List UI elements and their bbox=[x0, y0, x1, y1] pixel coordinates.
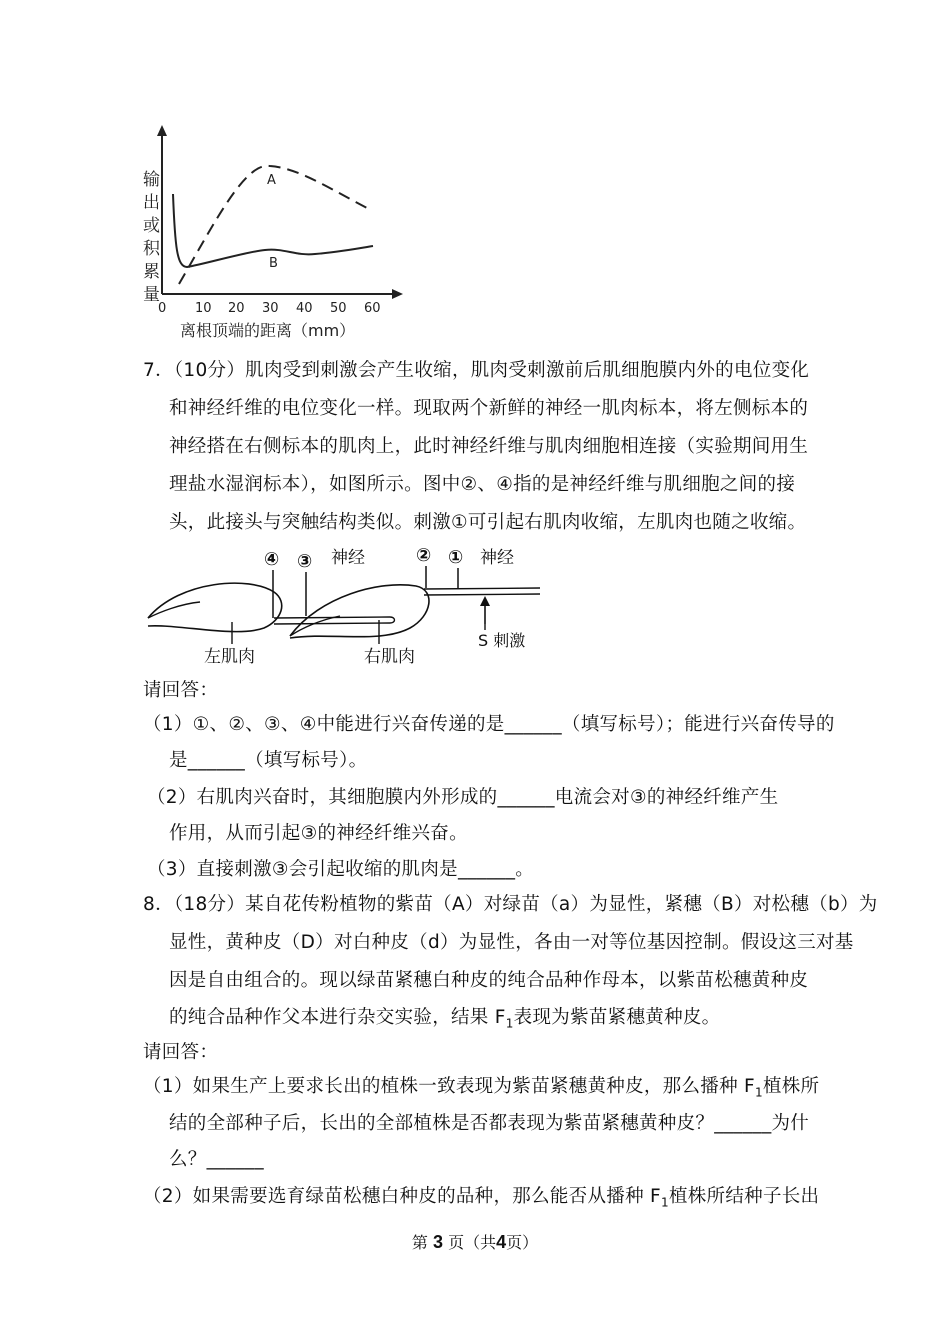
label-3: ③ bbox=[297, 551, 313, 572]
x-tick-10: 10 bbox=[195, 301, 212, 316]
q7-part2-line2: 作用，从而引起③的神经纤维兴奋。 bbox=[169, 823, 468, 844]
q8-part2-line1-text-a: （2）如果需要选育绿苗松穗白种皮的品种，那么能否从播种 F bbox=[143, 1186, 661, 1207]
q8-part2-subscript: 1 bbox=[661, 1195, 669, 1210]
right-muscle-shape bbox=[290, 585, 429, 638]
q8-part1-line1-text-b: 植株所 bbox=[762, 1076, 820, 1097]
q7-line-1: 7．（10分）肌肉受到刺激会产生收缩，肌肉受刺激前后肌细胞膜内外的电位变化 bbox=[143, 360, 810, 381]
q7-part1-line1: （1）①、②、③、④中能进行兴奋传递的是______（填写标号）；能进行兴奋传导的 bbox=[143, 714, 835, 735]
q8-line-4 bbox=[169, 1001, 720, 1041]
x-tick-50: 50 bbox=[330, 301, 347, 316]
q8-line-4-text-b: 表现为紫苗紧穗黄种皮。 bbox=[513, 1007, 721, 1028]
q8-prompt: 请回答： bbox=[143, 1042, 219, 1063]
curve-a-label: A bbox=[267, 173, 276, 188]
growth-curve-figure bbox=[135, 122, 415, 344]
y-axis-label: 输出或积累量 bbox=[139, 170, 159, 308]
q7-line-3: 神经搭在右侧标本的肌肉上，此时神经纤维与肌肉细胞相连接（实验期间用生 bbox=[169, 436, 809, 457]
q7-line-2: 和神经纤维的电位变化一样。现取两个新鲜的神经一肌肉标本，将左侧标本的 bbox=[169, 398, 809, 419]
left-muscle-shape bbox=[148, 583, 282, 631]
label-2: ② bbox=[416, 545, 432, 566]
q8-part1-line3: 么？______ bbox=[169, 1149, 264, 1170]
q8-line-4-text-a: 的纯合品种作父本进行杂交实验，结果 F bbox=[169, 1007, 506, 1028]
nerve-label-right: 神经 bbox=[480, 548, 514, 568]
left-muscle-label: 左肌肉 bbox=[204, 647, 255, 667]
x-tick-30: 30 bbox=[262, 301, 279, 316]
q7-part3: （3）直接刺激③会引起收缩的肌肉是______。 bbox=[147, 859, 535, 880]
footer-mid: 页（共 bbox=[448, 1233, 497, 1252]
q8-part1-line1-text-a: （1）如果生产上要求长出的植株一致表现为紫苗紧穗黄种皮，那么播种 F bbox=[143, 1076, 755, 1097]
q8-part1-line1 bbox=[143, 1070, 819, 1110]
q8-part2-line1-text-b: 植株所结种子长出 bbox=[668, 1186, 820, 1207]
q8-part2-line1 bbox=[143, 1180, 819, 1220]
label-1: ① bbox=[448, 547, 464, 568]
stimulus-arrowhead bbox=[480, 596, 490, 606]
nerve-label-left: 神经 bbox=[331, 548, 365, 568]
x-tick-40: 40 bbox=[296, 301, 313, 316]
q8-line-2: 显性，黄种皮（D）对白种皮（d）为显性，各由一对等位基因控制。假设这三对基 bbox=[169, 932, 854, 953]
x-axis-label: 离根顶端的距离（mm） bbox=[180, 321, 356, 340]
q7-line-4: 理盐水湿润标本），如图所示。图中②、④指的是神经纤维与肌细胞之间的接 bbox=[169, 474, 796, 495]
x-axis-arrow bbox=[392, 289, 403, 299]
q8-part1-subscript: 1 bbox=[755, 1085, 763, 1100]
left-nerve bbox=[274, 617, 395, 624]
footer-total-pages: 4 bbox=[496, 1232, 507, 1252]
q8-line-3: 因是自由组合的。现以绿苗紧穗白种皮的纯合品种作母本，以紫苗松穗黄种皮 bbox=[169, 970, 809, 991]
nerve-muscle-figure bbox=[140, 540, 560, 668]
x-ticks bbox=[158, 301, 381, 316]
q8-line-1: 8．（18分）某自花传粉植物的紫苗（A）对绿苗（a）为显性，紧穗（B）对松穗（b）为 bbox=[143, 894, 878, 915]
stimulus-label: S 刺激 bbox=[478, 631, 526, 650]
q7-line-5: 头，此接头与突触结构类似。刺激①可引起右肌肉收缩，左肌肉也随之收缩。 bbox=[169, 512, 807, 533]
x-tick-20: 20 bbox=[228, 301, 245, 316]
page-footer bbox=[0, 1230, 950, 1253]
right-muscle-label: 右肌肉 bbox=[364, 647, 415, 667]
q8-line-4-subscript: 1 bbox=[505, 1016, 514, 1031]
curve-b-label: B bbox=[269, 256, 278, 271]
x-tick-0: 0 bbox=[158, 301, 167, 316]
right-nerve bbox=[424, 588, 540, 595]
q7-prompt: 请回答： bbox=[143, 680, 219, 701]
footer-page-number: 3 bbox=[432, 1232, 443, 1252]
x-tick-60: 60 bbox=[364, 301, 381, 316]
footer-post: 页） bbox=[506, 1233, 539, 1252]
footer-pre: 第 bbox=[411, 1233, 428, 1252]
q7-part2-line1: （2）右肌肉兴奋时，其细胞膜内外形成的______电流会对③的神经纤维产生 bbox=[147, 787, 779, 808]
y-axis-arrow bbox=[157, 125, 167, 136]
label-4: ④ bbox=[264, 549, 280, 570]
q7-part1-line2: 是______（填写标号）。 bbox=[169, 750, 368, 771]
q8-part1-line2: 结的全部种子后，长出的全部植株是否都表现为紫苗紧穗黄种皮？______为什 bbox=[169, 1113, 810, 1134]
